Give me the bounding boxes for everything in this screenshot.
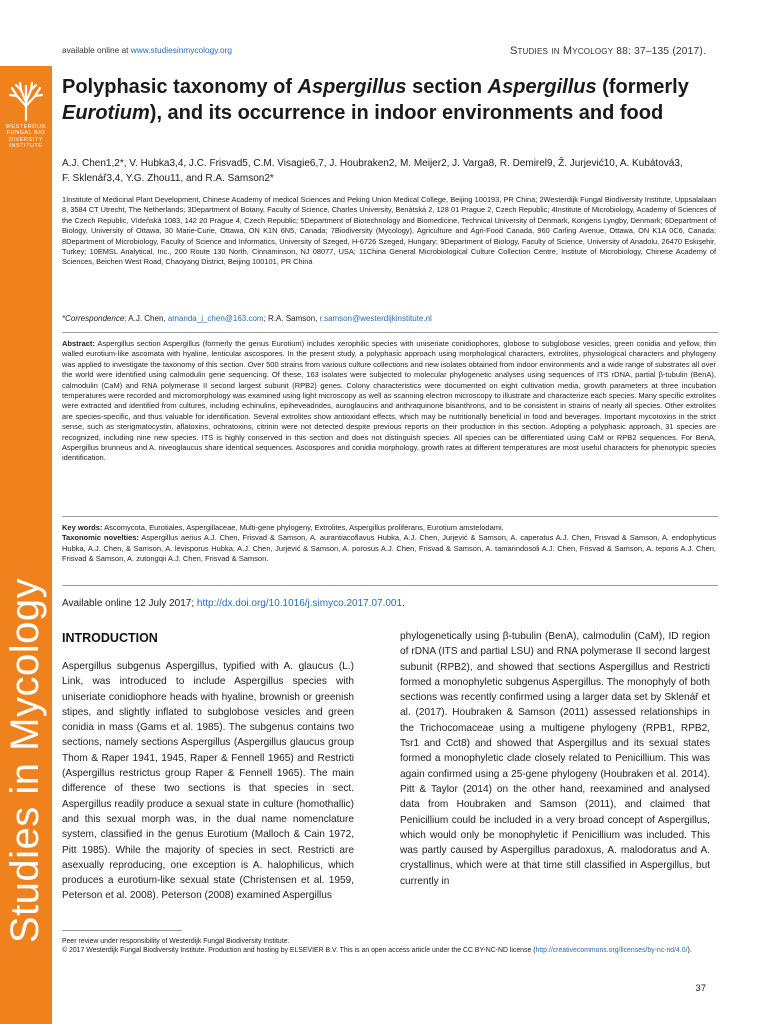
intro-right-column: phylogenetically using β-tubulin (BenA), calmodulin (CaM), ID region of rDNA (ITS and partial LSU) and RNA polymerase II second largest subunit (RPB2), and showed that sections Aspergillus and Restricti formed a monophyletic subgenus Aspergillus. The monophyly of both sections was recently confirmed using a larger data set by Sklenář et al. (2017). Houbraken & Samson (2011) assessed relationships in the Trichocomaceae using a multigene phylogeny (RPB1, RPB2, Tsr1 and Cct8) and showed that Aspergillus and its sexual states formed a monophyletic clade closely related to Penicillium. This was again confirmed using a 25-gene phylogeny (Houbraken et al. 2014). Pitt & Taylor (2014) on the other hand, reexamined and analysed data from Houbraken and Samson (2011), and claimed that Penicillium could be included in a very broad concept of Aspergillus, which would only be monophyletic if Penicillium was included. This was partly caused by Aspergillus paradoxus, A. malodoratus and A. crystallinus, which were at that time still classified in Aspergillus, but currently in [400, 631, 710, 887]
footnote-rule [62, 930, 182, 931]
divider [62, 516, 718, 517]
correspondence: *Correspondence: A.J. Chen, amanda_j_chen@163.com; R.A. Samson, r.samson@westerdijkinstitute.nl [62, 314, 432, 323]
doi-link[interactable]: http://dx.doi.org/10.1016/j.simyco.2017.07.001 [196, 598, 403, 609]
affiliations: 1Institute of Medicinal Plant Development, Chinese Academy of medical Sciences and Peking Union Medical College, Beijing 100193, PR China; 2Westerdijk Fungal Biodiversity Institute, Uppsalalaan 8, 3584 CT Utrecht, The Netherlands; 3Department of Botany, Faculty of Science, Charles University, Benátská 2, 128 01 Prague 2, Czech Republic; 4Institute of Microbiology, Academy of Sciences of the Czech Republic, Vídeňská 1083, 142 20 Prague 4, Czech Republic; 5Department of Biotechnology and Biomedicine, Technical University of Denmark, Kongens Lyngby, Denmark; 6Department of Biology, University of Ottawa, 30 Marie-Curie, Ottawa, ON K1N 6N5, Canada; 7Biodiversity (Mycology), Agriculture and Agri-Food Canada, 960 Carling Avenue, Ottawa, ON K1A 0C6, Canada; 8Department of Microbiology, Faculty of Science and Informatics, University of Szeged, H-6726 Szeged, Hungary; 9Department of Biology, Faculty of Science, University of Anadolu, 26470 Eskişehir, Turkey; 10EMSL Analytical, Inc., 200 Route 130 North, Cinnaminson, NJ 08077, USA; 11China General Microbiological Culture Collection Centre, Institute of Microbiology, Chinese Academy of Sciences, Beichen West Road, Chaoyang District, Beijing 100101, PR China [62, 195, 716, 267]
email-link-samson[interactable]: r.samson@westerdijkinstitute.nl [319, 314, 432, 323]
journal-website-link[interactable]: www.studiesinmycology.org [130, 45, 233, 55]
article-title: Polyphasic taxonomy of Aspergillus section Aspergillus (formerly Eurotium), and its occurrence in indoor environments and food [62, 76, 689, 124]
availability-line: available online at www.studiesinmycology.org [62, 45, 233, 55]
institute-logo [2, 80, 50, 149]
journal-name: Studies in Mycology [509, 45, 614, 57]
intro-left-column: Aspergillus subgenus Aspergillus, typified with A. glaucus (L.) Link, was introduced to include Aspergillus species with uniseriate conidiophore heads with hyaline, brownish or greenish stipes, and slightly inflated to subglobose vesicles and green conidia in mass (Gams et al. 1985). The subgenus contains two sections, namely sections Aspergillus (Aspergillus glaucus group Thom & Raper 1941, 1945, Raper & Fennell 1965) and Restricti (Aspergillus restrictus group Raper & Fennell 1965). The main difference of these two sections is that species in sect. Aspergillus readily produce a sexual state in culture (homothallic) and this sexual morph was, in the dual name nomenclature system, classified in the genus Eurotium (Malloch & Cain 1972, Pitt 1985). While the majority of species in sect. Restricti are asexually reproducing, one exception is A. halophilicus, which produces a eurotium-like sexual state (Christensen et al. 1959, Peterson et al. 2008). Peterson (2008) examined Aspergillus [62, 661, 354, 902]
available-online: Available online 12 July 2017; http://dx.doi.org/10.1016/j.simyco.2017.07.001. [62, 598, 405, 609]
journal-citation [510, 45, 706, 57]
keywords: Key words: Ascomycota, Eurotiales, Aspergillaceae, Multi-gene phylogeny, Extrolites, Aspergillus proliferans, Eurotium amstelodami. Taxonomic novelties: Aspergillus aerius A.J. Chen, Frisvad & Samson, A. aurantiacoflavus Hubka, A.J. Chen, Jurjević & Samson, A. caperatus A.J. Chen, Frisvad & Samson, A. endophyticus Hubka, A.J. Chen, & Samson, A. levisporus Hubka, A.J. Chen, Jurjević & Samson, A. porosus A.J. Chen, Frisvad & Samson, A. tamarindosoli A.J. Chen, Frisvad & Samson, A. teporis A.J. Chen, Frisvad & Samson, A. zutongqii A.J. Chen, Frisvad & Samson. [62, 523, 716, 564]
citation-numbers: 88: 37–135 (2017). [616, 46, 706, 57]
abstract: Abstract: Aspergillus section Aspergillus (formerly the genus Eurotium) includes xerophilic species with uniseriate conidiophores, globose to subglobose vesicles, green conidia and yellow, thin walled eurotium-like ascomata with hyaline, lenticular ascospores. In the present study, a polyphasic approach using morphological characters, extrolites, physiological characters and phylogeny was applied to investigate the taxonomy of this section. Over 500 strains from various culture collections and new isolates obtained from indoor environments and a wide range of substrates all over the world were identified using calmodulin gene sequencing. Of these, 163 isolates were subjected to molecular phylogenetic analyses using sequences of ITS rDNA, partial β-tubulin (BenA), calmodulin (CaM) and RNA polymerase II second largest subunit (RPB2) genes. Colony characteristics were documented on eight cultivation media, growth parameters at three incubation temperatures were recorded and micromorphology was examined using light microscopy as well as scanning electron microscopy to illustrate and characterize each species. Many specific extrolites were extracted and identified from cultures, including echinulins, epiheveadrides, auroglaucins and anthraquinone bisanthrons, and to be consistent in strains of nearly all species. Other extrolites are species-specific, and thus valuable for identification. Several extrolites show antioxidant effects, which may be nutritionally beneficial in food and beverages. Important mycotoxins in the strict sense, such as sterigmatocystin, aflatoxins, ochratoxins, citrinin were not detected despite previous reports on their production in this section. Adopting a polyphasic approach, 31 species are recognized, including nine new species. ITS is highly conserved in this section and does not distinguish species. All species can be differentiated using CaM or RPB2 sequences. For BenA, Aspergillus brunneus and A. niveoglaucus share identical sequences. Ascospores and conidia morphology, growth rates at different temperatures are most useful characters for phenotypic species identification. [62, 339, 716, 463]
institute-logo-text: WESTERDIJK FUNGAL BIO DIVERSITY INSTITUTE [5, 124, 47, 149]
divider [62, 332, 718, 333]
section-heading-introduction: INTRODUCTION [62, 631, 158, 645]
email-link-chen[interactable]: amanda_j_chen@163.com [167, 314, 264, 323]
footnote: Peer review under responsibility of Westerdijk Fungal Biodiversity Institute. © 2017 Westerdijk Fungal Biodiversity Institute. Production and hosting by ELSEVIER B.V. This is an open access article under the CC BY-NC-ND license (http://creativecommons.org/licenses/by-nc-nd/4.0/). [62, 938, 692, 955]
license-link[interactable]: http://creativecommons.org/licenses/by-nc-nd/4.0/ [535, 947, 688, 955]
vertical-journal-title: Studies in Mycology [3, 577, 48, 943]
divider [62, 585, 718, 586]
author-list: A.J. Chen1,2*, V. Hubka3,4, J.C. Frisvad5, C.M. Visagie6,7, J. Houbraken2, M. Meijer2, J. Varga8, R. Demirel9, Ž. Jurjević10, A. Kubátová3, F. Sklenář3,4, Y.G. Zhou11, and R.A. Samson2* [62, 158, 683, 184]
page-number: 37 [695, 983, 706, 994]
coral-tree-icon [6, 80, 46, 122]
